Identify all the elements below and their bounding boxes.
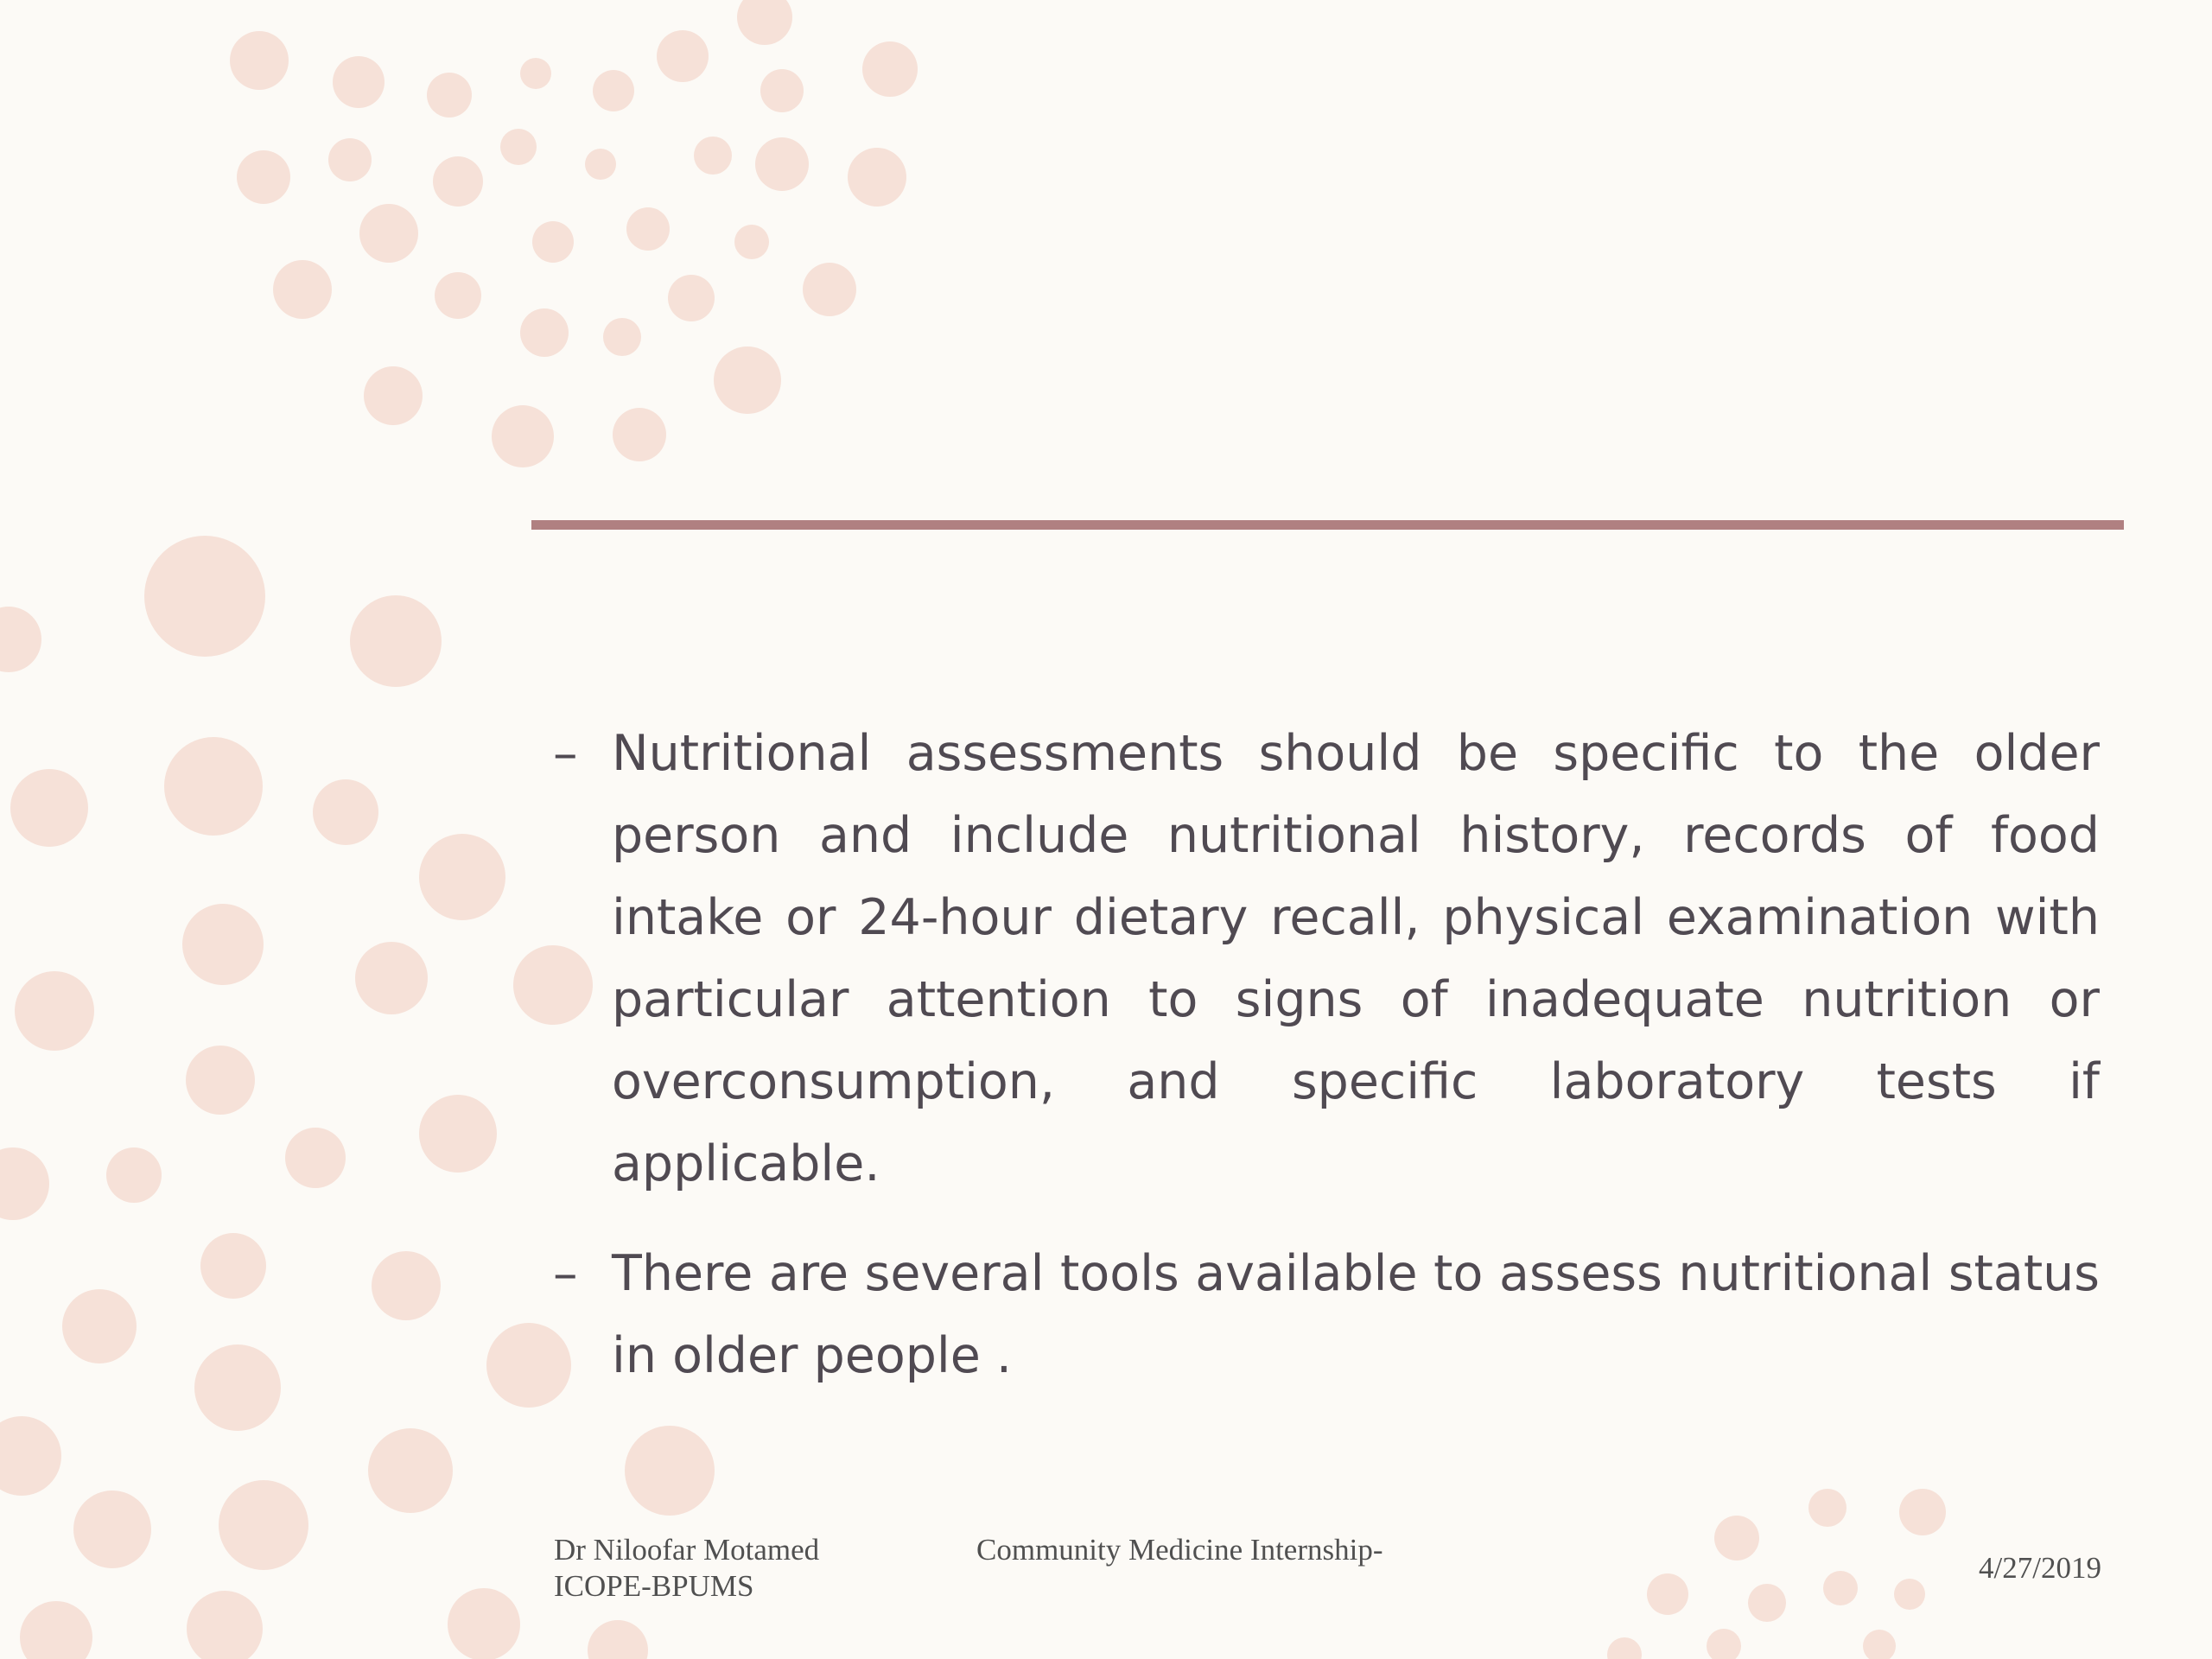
bullet-text: Nutritional assessments should be specific to the older person and include nutritional history, records of food intake or 24-hour dietary recall, physical examination with particular attention to signs of inadequate nutrition or overconsumption, and specific laboratory tests if applicable.	[612, 725, 2100, 1192]
footer-date: 4/27/2019	[1979, 1551, 2101, 1585]
bullet-item	[553, 1233, 2100, 1397]
footer-author	[554, 1532, 819, 1605]
footer-author-name: Dr Niloofar Motamed	[554, 1533, 820, 1567]
bullet-text: There are several tools available to assess nutritional status in older people .	[612, 1245, 2100, 1384]
footer-organization: ICOPE-BPUMS	[554, 1569, 754, 1603]
bullet-dash-marker: –	[553, 1245, 578, 1302]
footer-course-title: Community Medicine Internship-	[976, 1533, 1383, 1567]
bullet-dash-marker: –	[553, 725, 578, 782]
bullet-list	[553, 713, 2100, 1425]
title-divider-line	[531, 520, 2124, 530]
bullet-item	[553, 713, 2100, 1205]
